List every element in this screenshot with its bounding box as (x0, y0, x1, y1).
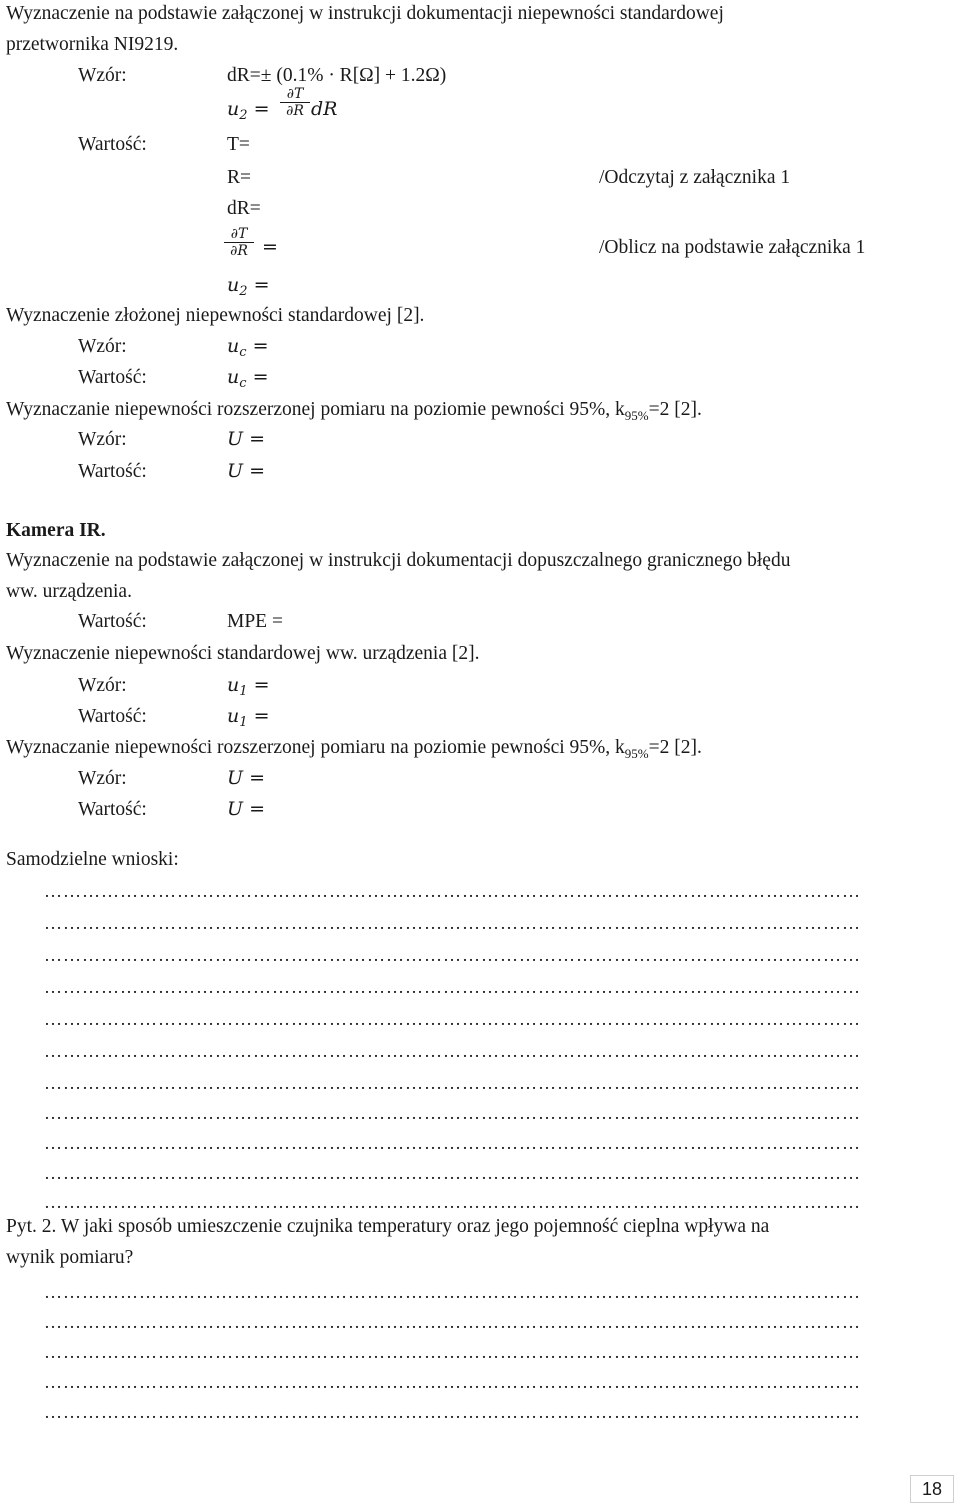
dotted-answer-line[interactable]: ………………………………………………………………………………………………………………… (44, 1343, 861, 1361)
dotted-answer-line[interactable]: ………………………………………………………………………………………………………………… (44, 1042, 861, 1060)
formula-u2-lhs: $u_2$ = (227, 98, 270, 123)
section-rozszerzona-2 (6, 738, 702, 760)
note-oblicz: /Oblicz na podstawie załącznika 1 (599, 237, 866, 258)
label-wzor: Wzór: (78, 675, 127, 696)
formula-U: U = (227, 428, 265, 450)
fraction-denominator: ∂R (286, 103, 304, 119)
section-zlozona: Wyznaczenie złożonej niepewności standardowej [2]. (6, 305, 425, 326)
dotted-answer-line[interactable]: ………………………………………………………………………………………………………………… (44, 882, 861, 900)
value-U: U = (227, 460, 265, 482)
label-wartosc: Wartość: (78, 461, 147, 482)
formula-u1: $u_1$ = (227, 674, 270, 699)
value-R: R= (227, 167, 252, 188)
dotted-answer-line[interactable]: ………………………………………………………………………………………………………………… (44, 978, 861, 996)
label-wartosc: Wartość: (78, 706, 147, 727)
label-wzor: Wzór: (78, 429, 127, 450)
formula-U-2: U = (227, 767, 265, 789)
page-number: 18 (910, 1475, 954, 1503)
value-mpe: MPE = (227, 611, 283, 632)
label-wartosc: Wartość: (78, 134, 147, 155)
intro-line-2: przetwornika NI9219. (6, 34, 179, 55)
dotted-answer-line[interactable]: ………………………………………………………………………………………………………………… (44, 1193, 861, 1211)
fraction-denominator: ∂R (230, 243, 248, 259)
dotted-answer-line[interactable]: ………………………………………………………………………………………………………………… (44, 1164, 861, 1182)
section-rozszerzona (6, 400, 702, 422)
fraction-dT-dR-2 (222, 226, 256, 259)
dotted-answer-line[interactable]: ………………………………………………………………………………………………………………… (44, 1104, 861, 1122)
formula-dR: dR (311, 98, 338, 120)
section-rozszerzona-tail: =2 [2]. (648, 399, 702, 420)
section-rozszerzona-tail: =2 [2]. (648, 737, 702, 758)
label-wzor: Wzór: (78, 65, 127, 86)
value-u1: $u_1$ = (227, 705, 270, 730)
dotted-answer-line[interactable]: ………………………………………………………………………………………………………………… (44, 1134, 861, 1152)
section-standardowa: Wyznaczenie niepewności standardowej ww. urządzenia [2]. (6, 643, 480, 664)
section-rozszerzona-text: Wyznaczanie niepewności rozszerzonej pomiaru na poziomie pewności 95%, k (6, 399, 625, 420)
formula-dr: dR=± (0.1% · R[Ω] + 1.2Ω) (227, 65, 447, 86)
value-T: T= (227, 134, 250, 155)
value-uc: $u_c$ = (227, 366, 269, 391)
dotted-answer-line[interactable]: ………………………………………………………………………………………………………………… (44, 1373, 861, 1391)
question-2-line-1: Pyt. 2. W jaki sposób umieszczenie czujnika temperatury oraz jego pojemność cieplna wpływa na (6, 1216, 770, 1237)
dotted-answer-line[interactable]: ………………………………………………………………………………………………………………… (44, 1010, 861, 1028)
kamera-line-1: Wyznaczenie na podstawie załączonej w instrukcji dokumentacji dopuszczalnego granicznego błędu (6, 550, 791, 571)
fraction-numerator: ∂T (230, 226, 248, 242)
equals-sign: = (262, 236, 278, 258)
kamera-line-2: ww. urządzenia. (6, 581, 132, 602)
dotted-answer-line[interactable]: ………………………………………………………………………………………………………………… (44, 1313, 861, 1331)
k95-subscript: 95% (624, 745, 649, 761)
dotted-answer-line[interactable]: ………………………………………………………………………………………………………………… (44, 946, 861, 964)
fraction-dT-dR (278, 86, 312, 119)
intro-line-1: Wyznaczenie na podstawie załączonej w instrukcji dokumentacji niepewności standardowej (6, 3, 724, 24)
value-dR: dR= (227, 198, 261, 219)
value-U-2: U = (227, 798, 265, 820)
dotted-answer-line[interactable]: ………………………………………………………………………………………………………………… (44, 1403, 861, 1421)
dotted-answer-line[interactable]: ………………………………………………………………………………………………………………… (44, 1074, 861, 1092)
label-wartosc: Wartość: (78, 611, 147, 632)
question-2-line-2: wynik pomiaru? (6, 1247, 134, 1268)
formula-uc: $u_c$ = (227, 335, 269, 360)
wnioski-label: Samodzielne wnioski: (6, 849, 179, 870)
label-wartosc: Wartość: (78, 799, 147, 820)
dotted-answer-line[interactable]: ………………………………………………………………………………………………………………… (44, 1283, 861, 1301)
dotted-answer-line[interactable]: ………………………………………………………………………………………………………………… (44, 914, 861, 932)
fraction-numerator: ∂T (286, 86, 304, 102)
section-rozszerzona-text: Wyznaczanie niepewności rozszerzonej pomiaru na poziomie pewności 95%, k (6, 737, 625, 758)
label-wzor: Wzór: (78, 336, 127, 357)
value-u2: $u_2$ = (227, 274, 270, 299)
kamera-title: Kamera IR. (6, 520, 106, 541)
k95-subscript: 95% (624, 407, 649, 423)
label-wzor: Wzór: (78, 768, 127, 789)
note-odczytaj: /Odczytaj z załącznika 1 (599, 167, 791, 188)
label-wartosc: Wartość: (78, 367, 147, 388)
